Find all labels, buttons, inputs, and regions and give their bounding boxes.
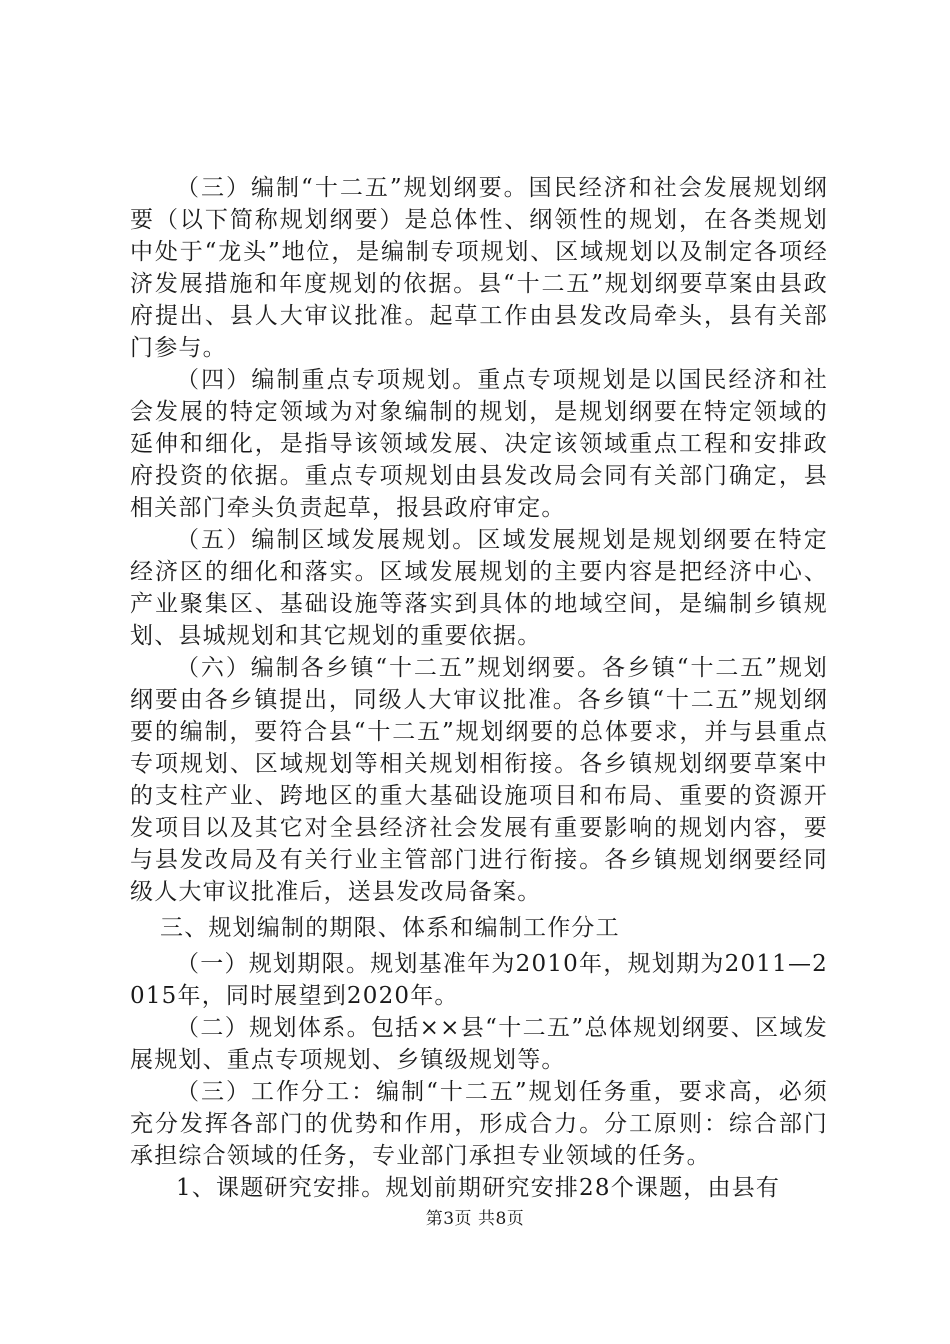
page-number-footer: 第3页 共8页 — [425, 1209, 525, 1229]
paragraph-section-5: （五）编制区域发展规划。区域发展规划是规划纲要在特定经济区的细化和落实。区域发展规划的主要内容是把经济中心、产业聚集区、基础设施等落实到具体的地域空间，是编制乡镇规划、县城规划和其它规划的重要依据。 — [130, 527, 828, 649]
paragraph-planning-system: （二）规划体系。包括××县“十二五”总体规划纲要、区域发展规划、重点专项规划、乡镇级规划等。 — [130, 1015, 828, 1073]
paragraph-section-4: （四）编制重点专项规划。重点专项规划是以国民经济和社会发展的特定领域为对象编制的规划，是规划纲要在特定领域的延伸和细化，是指导该领域发展、决定该领域重点工程和安排政府投资的依据。重点专项规划由县发改局会同有关部门确定，县相关部门牵头负责起草，报县政府审定。 — [130, 367, 828, 521]
paragraph-section-6: （六）编制各乡镇“十二五”规划纲要。各乡镇“十二五”规划纲要由各乡镇提出，同级人大审议批准。各乡镇“十二五”规划纲要的编制，要符合县“十二五”规划纲要的总体要求，并与县重点专项规划、区域规划等相关规划相衔接。各乡镇规划纲要草案中的支柱产业、跨地区的重大基础设施项目和布局、重要的资源开发项目以及其它对全县经济社会发展有重要影响的规划内容，要与县发改局及有关行业主管部门进行衔接。各乡镇规划纲要经同级人大审议批准后，送县发改局备案。 — [130, 655, 828, 905]
paragraph-research-topics: 1、课题研究安排。规划前期研究安排28个课题，由县有 — [176, 1175, 781, 1201]
paragraph-planning-period: （一）规划期限。规划基准年为2010年，规划期为2011—2015年，同时展望到2020年。 — [130, 951, 828, 1009]
paragraph-work-division: （三）工作分工：编制“十二五”规划任务重，要求高，必须充分发挥各部门的优势和作用，形成合力。分工原则：综合部门承担综合领域的任务，专业部门承担专业领域的任务。 — [130, 1079, 828, 1169]
section-heading-3: 三、规划编制的期限、体系和编制工作分工 — [160, 915, 620, 941]
document-body — [130, 172, 828, 1204]
paragraph-section-3: （三）编制“十二五”规划纲要。国民经济和社会发展规划纲要（以下简称规划纲要）是总体性、纲领性的规划，在各类规划中处于“龙头”地位，是编制专项规划、区域规划以及制定各项经济发展措施和年度规划的依据。县“十二五”规划纲要草案由县政府提出、县人大审议批准。起草工作由县发改局牵头，县有关部门参与。 — [130, 175, 828, 361]
